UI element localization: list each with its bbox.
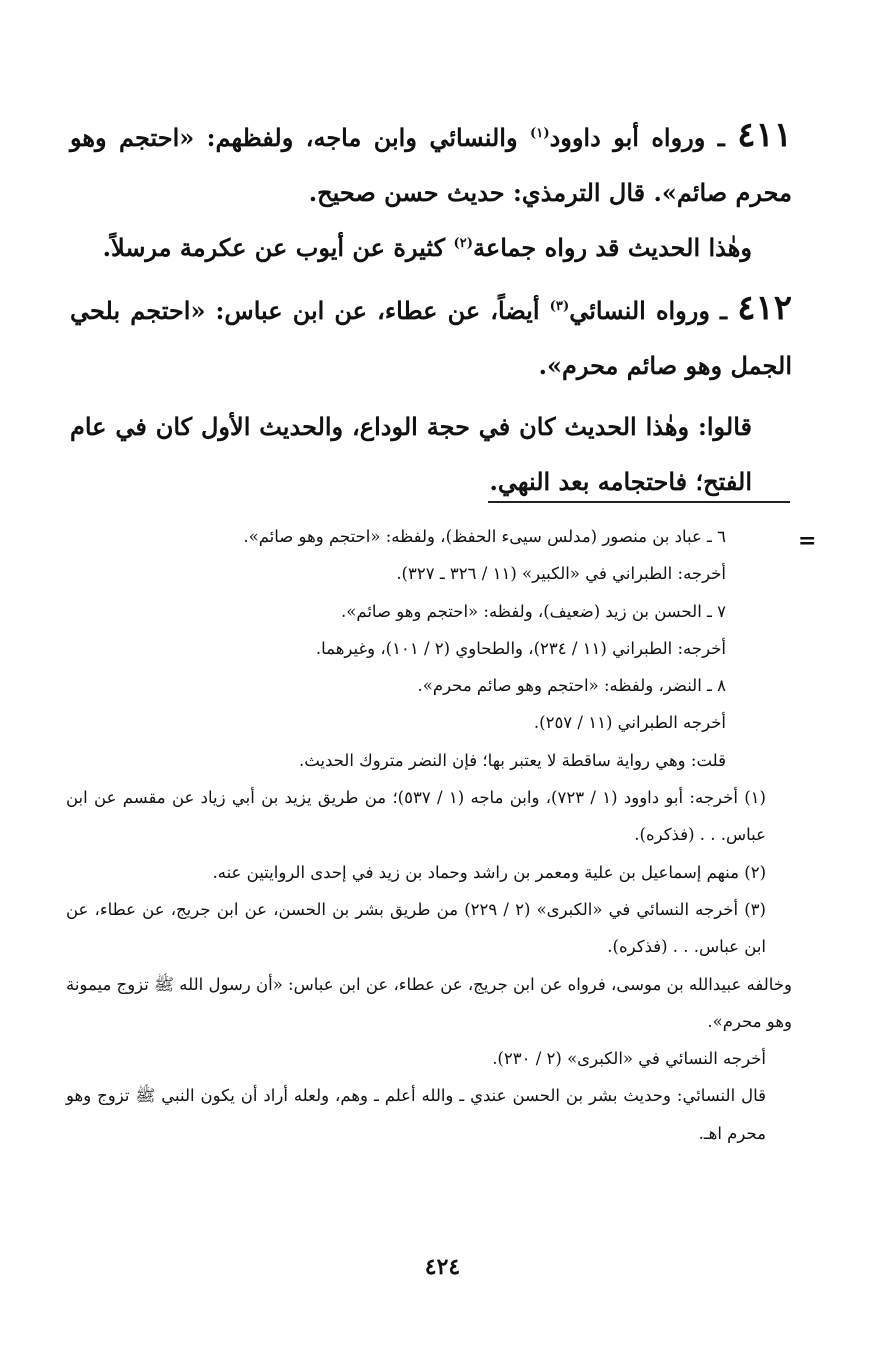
footnote-line: ٧ ـ الحسن بن زيد (ضعيف)، ولفظه: «احتجم وهو صائم». [341, 601, 726, 621]
qalu-paragraph: قالوا: وهٰذا الحديث كان في حجة الوداع، والحديث الأول كان في عام الفتح؛ فاحتجامه بعد النهي. [70, 412, 753, 496]
footnote-paragraph: قال النسائي: وحديث بشر بن الحسن عندي ـ والله أعلم ـ وهم، ولعله أراد أن يكون النبي ﷺ تزوج وهو محرم اهـ. [66, 1086, 766, 1143]
mursal-remark: وهٰذا الحديث قد رواه جماعة$^{(٢)}$ كثيرة عن أيوب عن عكرمة مرسلاً. [102, 233, 752, 262]
continuation-mark: = [798, 528, 817, 554]
footnote-line: أخرجه الطبراني (١١ / ٢٥٧). [533, 713, 726, 733]
page-number: ٤٢٤ [424, 1254, 461, 1280]
main-text [70, 108, 792, 509]
footnote-line: ٦ ـ عباد بن منصور (مدلس سيىء الحفظ)، ولفظه: «احتجم وهو صائم». [243, 527, 726, 546]
footnote-1: (١) أخرجه: أبو داوود (١ / ٧٢٣)، وابن ماجه (١ / ٥٣٧)؛ من طريق يزيد بن أبي زياد عن مقسم عن ابن عباس. . . (فذكره). [66, 788, 766, 845]
hadith-text: أيضاً، عن عطاء، عن ابن عباس: «احتجم بلحي الجمل وهو صائم محرم». [70, 296, 792, 380]
footnote-line: أخرجه النسائي في «الكبرى» (٢ / ٢٣٠). [492, 1049, 766, 1069]
footnote-line: ٨ ـ النضر، ولفظه: «احتجم وهو صائم محرم». [417, 676, 726, 696]
footnote-3: (٣) أخرجه النسائي في «الكبرى» (٢ / ٢٢٩) من طريق بشر بن الحسن، عن ابن جريج، عن عطاء، عن ابن عباس. . . (فذكره). [66, 899, 766, 957]
hadith-411 [70, 108, 792, 220]
footnote-line: أخرجه: الطبراني (١١ / ٢٣٤)، والطحاوي (٢ / ١٠١)، وغيرهما. [315, 638, 726, 658]
hadith-412 [70, 281, 792, 393]
footnote-ref: (٢) [453, 236, 474, 251]
hadith-number: ٤١١ [737, 115, 793, 155]
hadith-text: والنسائي وابن ماجه، ولفظهم: «احتجم وهو محرم صائم». قال الترمذي: حديث حسن صحيح. [70, 123, 792, 207]
footnote-line: قلت: وهي رواية ساقطة لا يعتبر بها؛ فإن النضر متروك الحديث. [298, 750, 726, 770]
footnotes [66, 518, 792, 1152]
hadith-number: ٤١٢ [737, 288, 792, 328]
hadith-text: ـ ورواه النسائي [569, 296, 728, 325]
footnote-2: (٢) منهم إسماعيل بن علية ومعمر بن راشد وحماد بن زيد في إحدى الروايتين عنه. [212, 862, 766, 882]
footnote-ref: (٣) [549, 299, 570, 314]
hadith-text: ـ ورواه أبو داوود [549, 123, 725, 152]
footnote-paragraph: وخالفه عبيدالله بن موسى، فرواه عن ابن جريج، عن عطاء، عن ابن عباس: «أن رسول الله ﷺ تزوج ميمونة وهو محرم». [65, 974, 792, 1031]
footnote-separator [488, 501, 790, 503]
footnote-ref: (١) [529, 126, 550, 141]
footnote-line: أخرجه: الطبراني في «الكبير» (١١ / ٣٢٦ ـ ٣٢٧). [396, 564, 726, 584]
